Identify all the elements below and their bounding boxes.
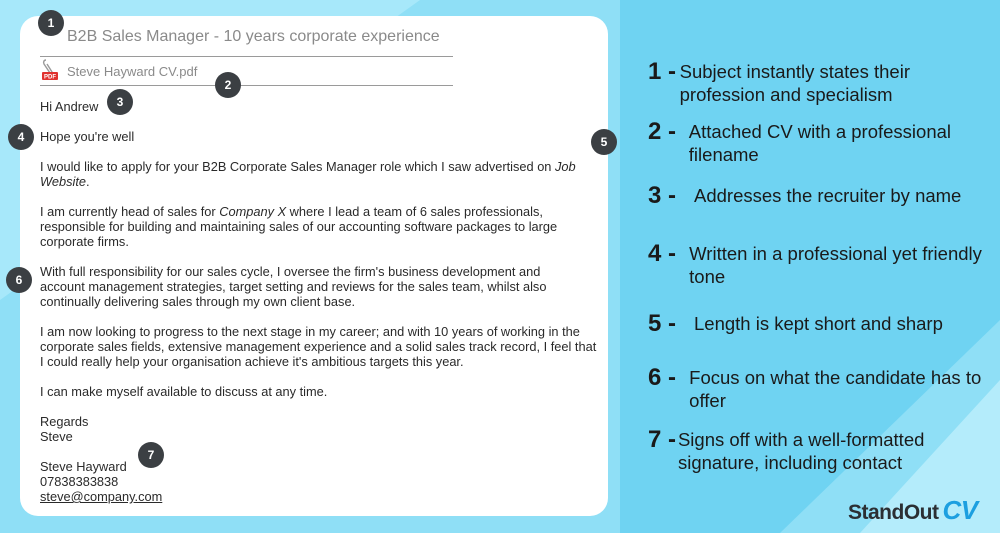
signoff-name: Steve [40, 429, 73, 444]
signature-phone: 07838383838 [40, 474, 119, 489]
attachment-divider [40, 85, 453, 86]
paragraph-2 [40, 204, 596, 249]
opener: Hope you're well [40, 129, 135, 144]
signature-name: Steve Hayward [40, 459, 127, 474]
point-3-number: 3 - [648, 182, 677, 209]
point-2-text: Attached CV with a professional filename [688, 121, 952, 165]
p2-italic: Company X [219, 204, 287, 219]
paragraph-1 [40, 159, 590, 189]
pdf-icon [41, 59, 59, 81]
signature-email-link[interactable]: steve@company.com [40, 489, 163, 504]
signoff: Regards [40, 414, 89, 429]
p1-text: I would like to apply for your B2B Corporate Sales Manager role which I saw advertised on [40, 159, 552, 174]
point-3-text: Addresses the recruiter by name [694, 185, 962, 206]
point-6 [648, 366, 988, 412]
point-6-text: Focus on what the candidate has to offer [689, 367, 982, 411]
p1-end: . [86, 174, 90, 189]
point-3 [648, 184, 988, 207]
marker-1: 1 [38, 10, 64, 36]
subject-divider [40, 56, 453, 57]
marker-6: 6 [6, 267, 32, 293]
marker-5: 5 [591, 129, 617, 155]
signature-email [40, 489, 600, 504]
point-1-number: 1 - [648, 58, 677, 85]
point-5-number: 5 - [648, 310, 677, 337]
point-7-text: Signs off with a well-formatted signature, including contact [677, 429, 925, 473]
point-4-text: Written in a professional yet friendly tone [689, 243, 982, 287]
paragraph-4: I am now looking to progress to the next stage in my career; and with 10 years of working in the corporate sales fields, extensive management experience and a solid sales track record, I feel that I could really help your organisation achieve it's ambitious targets this year. [40, 324, 597, 369]
greeting: Hi Andrew [40, 99, 99, 114]
point-7-number: 7 - [648, 426, 677, 453]
paragraph-5: I can make myself available to discuss at any time. [40, 384, 328, 399]
point-5-text: Length is kept short and sharp [694, 313, 943, 334]
point-1 [648, 60, 988, 106]
point-4-number: 4 - [648, 240, 677, 267]
point-2-number: 2 - [648, 118, 677, 145]
logo-text: StandOut [848, 501, 939, 524]
email-subject: B2B Sales Manager - 10 years corporate experience [67, 28, 440, 45]
marker-4: 4 [8, 124, 34, 150]
point-2 [648, 120, 988, 166]
marker-3: 3 [107, 89, 133, 115]
p2-rest: where I lead a team of 6 sales professionals, responsible for building and maintaining sales of our accounting software packages to large corporate firms. [40, 204, 558, 249]
point-7 [648, 428, 988, 474]
standout-cv-logo [848, 495, 978, 526]
logo-accent: CV [942, 495, 978, 525]
marker-2: 2 [215, 72, 241, 98]
p2-text: I am currently head of sales for [40, 204, 216, 219]
marker-7: 7 [138, 442, 164, 468]
p1-italic: Job Website [40, 159, 576, 189]
paragraph-3: With full responsibility for our sales cycle, I oversee the firm's business development and account management strategies, target setting and reviews for the sales team, whilst also continually delivering sales through my own client base. [40, 264, 547, 309]
point-4 [648, 242, 988, 288]
point-6-number: 6 - [648, 364, 677, 391]
point-5 [648, 312, 988, 335]
point-1-text: Subject instantly states their profession and specialism [679, 61, 910, 105]
svg-text:PDF: PDF [44, 74, 56, 81]
attachment-link[interactable]: Steve Hayward CV.pdf [67, 64, 198, 79]
